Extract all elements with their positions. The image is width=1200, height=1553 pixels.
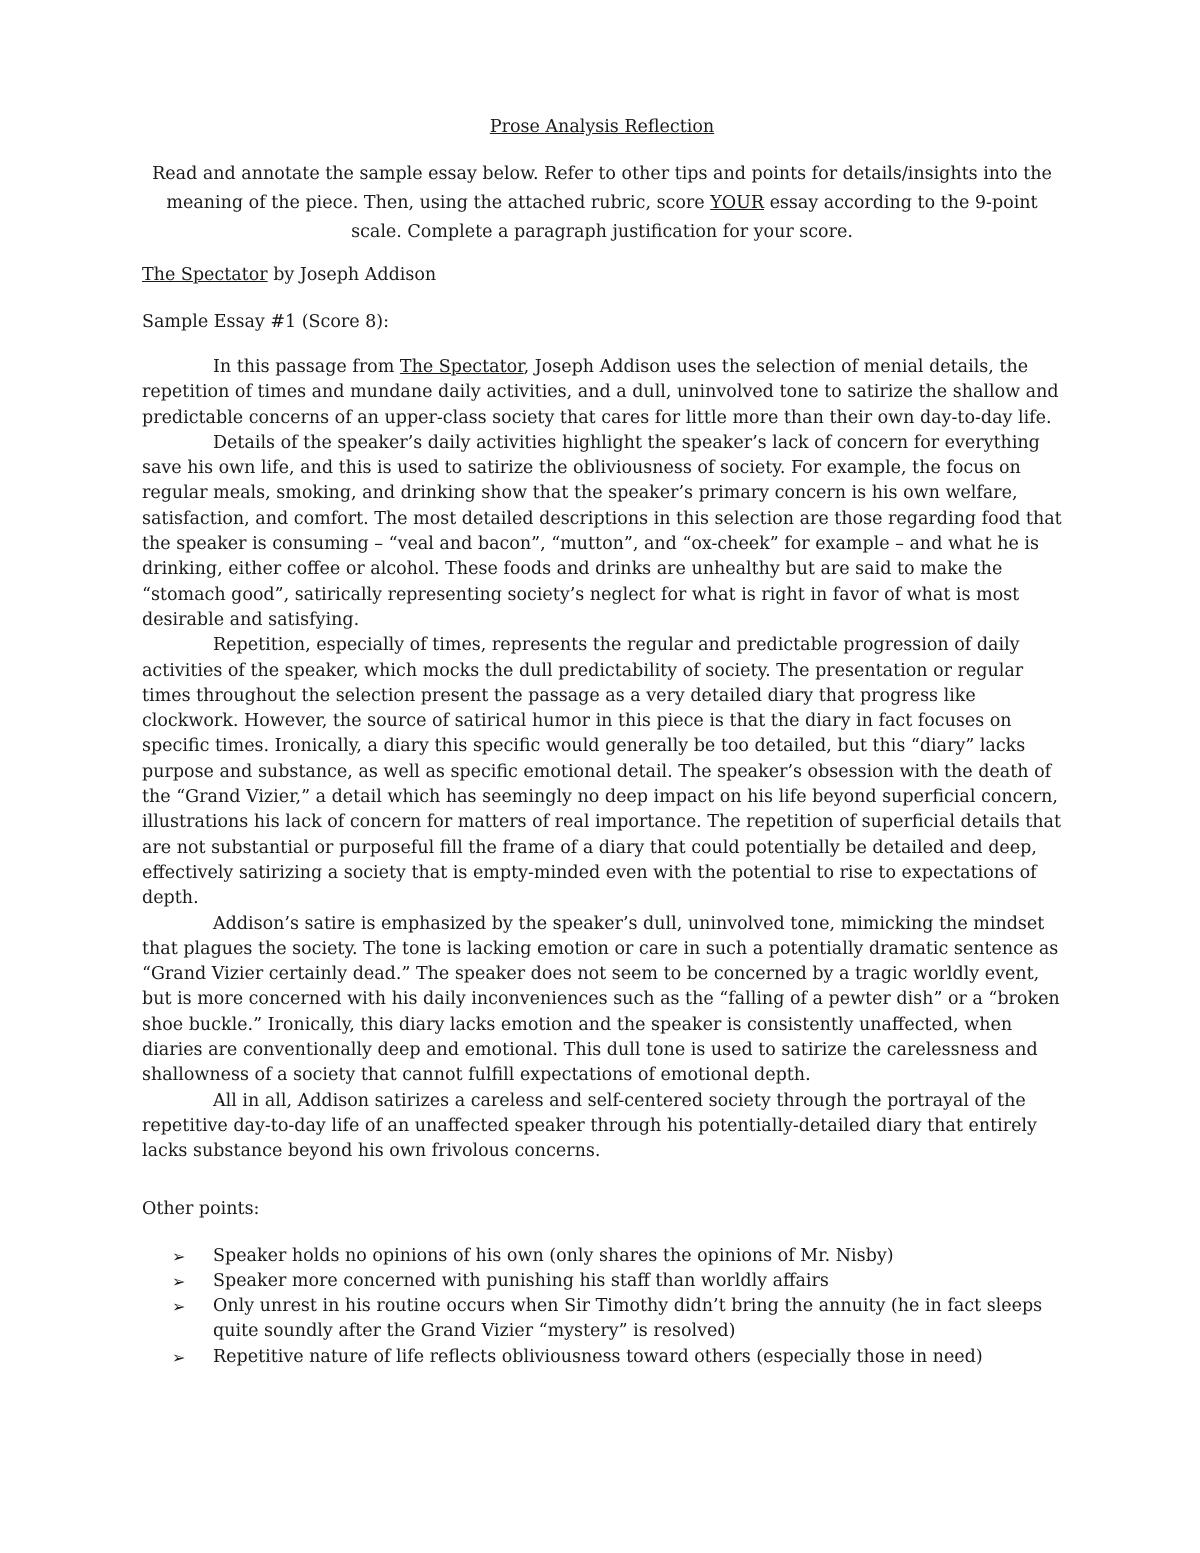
sample-essay [142,355,1062,1165]
essay-paragraph-conclusion: All in all, Addison satirizes a careless and self-centered society through the portrayal of the repetitive day-to-day life of an unaffected speaker through his potentially-detailed diary that entirely lacks substance beyond his own frivolous concerns. [142,1090,1037,1162]
instructions-text-start: Read and annotate the sample essay below. Refer to other tips and points for details/insights into the meaning of the piece. Then, using the attached rubric, score [152,164,1052,213]
other-points-list [142,1244,1062,1370]
work-citation [142,261,1062,290]
page-title: Prose Analysis Reflection [489,117,715,137]
arrow-bullet-icon: ➢ [172,1246,186,1266]
list-item [142,1269,1062,1294]
arrow-bullet-icon: ➢ [172,1347,186,1367]
work-title: The Spectator [142,265,268,285]
instructions-paragraph [142,160,1062,247]
list-item-text: Speaker holds no opinions of his own (only shares the opinions of Mr. Nisby) [213,1245,894,1266]
sample-essay-label: Sample Essay #1 (Score 8): [142,312,390,332]
instructions-emphasis: YOUR [710,193,765,213]
essay-intro-work-title: The Spectator [399,357,524,377]
arrow-bullet-icon: ➢ [172,1297,186,1317]
essay-intro-end: , Joseph Addison uses the selection of menial details, the repetition of times and mundane daily activities, and a dull, uninvolved tone to satirize the shallow and predictable concerns of an upper-class society that cares for little more than their own day-to-day life. [142,357,1059,428]
document-page [142,112,1062,1370]
essay-paragraph-intro [142,355,1062,431]
list-item-text: Only unrest in his routine occurs when Sir Timothy didn’t bring the annuity (he in fact sleeps quite soundly after the Grand Vizier “mystery” is resolved) [213,1296,1043,1342]
work-author: by Joseph Addison [267,265,437,285]
instructions-text-end: essay according to the 9-point scale. Complete a paragraph justification for your score. [351,193,1038,242]
essay-paragraph-tone: Addison’s satire is emphasized by the speaker’s dull, uninvolved tone, mimicking the mindset that plagues the society. The tone is lacking emotion or care in such a potentially dramatic sentence as “Grand Vizier certainly dead.” The speaker does not seem to be concerned by a tragic worldly event, but is more concerned with his daily inconveniences such as the “falling of a pewter dish” or a “broken shoe buckle.” Ironically, this diary lacks emotion and the speaker is consistently unaffected, when diaries are conventionally deep and emotional. This dull tone is used to satirize the carelessness and shallowness of a society that cannot fulfill expectations of emotional depth. [142,913,1060,1086]
essay-paragraph-details: Details of the speaker’s daily activities highlight the speaker’s lack of concern for everything save his own life, and this is used to satirize the obliviousness of society. For example, the focus on regular meals, smoking, and drinking show that the speaker’s primary concern is his own welfare, satisfaction, and comfort. The most detailed descriptions in this selection are those regarding food that the speaker is consuming – “veal and bacon”, “mutton”, and “ox-cheek” for example – and what he is drinking, either coffee or alcohol. These foods and drinks are unhealthy but are said to make the “stomach good”, satirically representing society’s neglect for what is right in favor of what is most desirable and satisfying. [142,432,1062,630]
list-item-text: Speaker more concerned with punishing his staff than worldly affairs [213,1270,829,1291]
list-item [142,1294,1062,1345]
arrow-bullet-icon: ➢ [172,1271,186,1291]
essay-intro-start: In this passage from [213,357,400,377]
other-points-label: Other points: [142,1198,260,1219]
list-item [142,1244,1062,1269]
list-item-text: Repetitive nature of life reflects obliviousness toward others (especially those in need) [213,1346,983,1367]
essay-paragraph-repetition: Repetition, especially of times, represents the regular and predictable progression of daily activities of the speaker, which mocks the dull predictability of society. The presentation or regular times throughout the selection present the passage as a very detailed diary that progress like clockwork. However, the source of satirical humor in this piece is that the diary in fact focuses on specific times. Ironically, a diary this specific would generally be too detailed, but this “diary” lacks purpose and substance, as well as specific emotional detail. The speaker’s obsession with the death of the “Grand Vizier,” a detail which has seemingly no deep impact on his life beyond superficial concern, illustrations his lack of concern for matters of real importance. The repetition of superficial details that are not substantial or purposeful fill the frame of a diary that could potentially be detailed and deep, effectively satirizing a society that is empty-minded even with the potential to rise to expectations of depth. [142,635,1062,909]
list-item [142,1345,1062,1370]
